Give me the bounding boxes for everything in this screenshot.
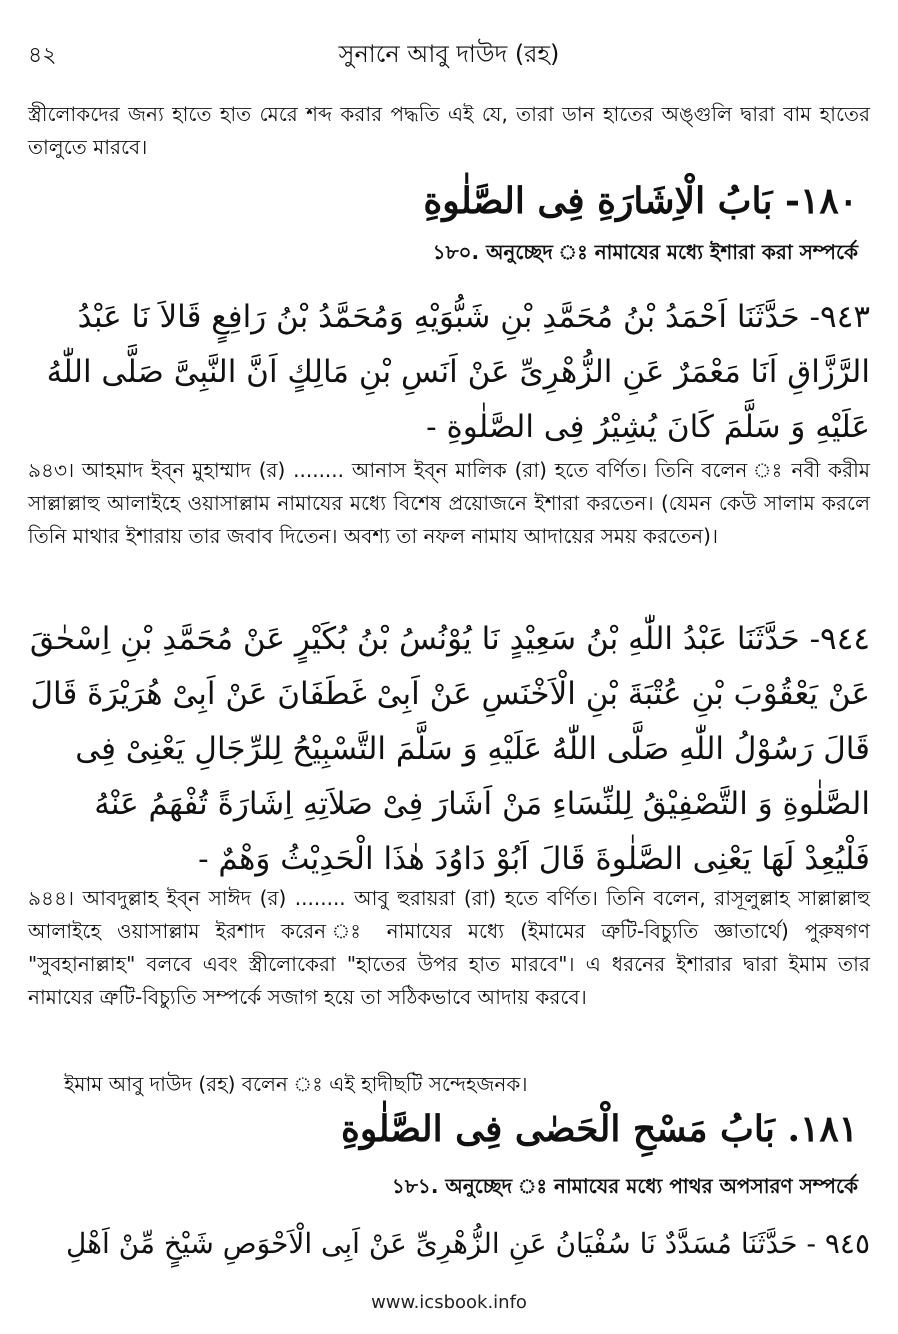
page-header <box>0 30 898 70</box>
book-title: সুনানে আবু দাউদ (রহ) <box>338 40 560 68</box>
page-number: ৪২ <box>28 43 57 68</box>
section-181-arabic-heading: ١٨١. بَابُ مَسْحِ الْحَصٰى فِى الصَّلٰوةِ <box>341 1108 858 1150</box>
hadith-944-arabic: ٩٤٤- حَدَّثَنَا عَبْدُ اللّٰهِ بْنُ سَعِيْدٍ نَا يُوْنُسُ بْنُ بُكَيْرٍ عَنْ مُحَمَّدِ بْنِ اِسْحٰقَ عَنْ يَعْقُوْبَ بْنِ عُتْبَةَ بْنِ الْاَخْنَسِ عَنْ اَبِىْ غَطَفَانَ عَنْ اَبِىْ هُرَيْرَةَ قَالَ قَالَ رَسُوْلُ اللّٰهِ صَلَّى اللّٰهُ عَلَيْهِ وَ سَلَّمَ التَّسْبِيْحُ لِلرِّجَالِ يَعْنِىْ فِى الصَّلٰوةِ وَ التَّصْفِيْقُ لِلنِّسَاءِ مَنْ اَشَارَ فِىْ صَلاَتِهِ اِشَارَةً تُفْهَمُ عَنْهُ فَلْيُعِدْ لَهَا يَعْنِى الصَّلٰوةَ قَالَ اَبُوْ دَاوُدَ هٰذَا الْحَدِيْثُ وَهْمٌ - <box>29 621 870 877</box>
footer-url: www.icsbook.info <box>371 1292 527 1313</box>
section-181-bengali-heading: ১৮১. অনুচ্ছেদ ঃ নামাযের মধ্যে পাথর অপসারণ সম্পর্কে <box>391 1174 858 1198</box>
hadith-943-arabic: ٩٤٣- حَدَّثَنَا اَحْمَدُ بْنُ مُحَمَّدِ بْنِ شَبُّوَيْهِ وَمُحَمَّدُ بْنُ رَافِعٍ قَالاَ نَا عَبْدُ الرَّزَّاقِ اَنَا مَعْمَرٌ عَنِ الزُّهْرِىِّ عَنْ اَنَسِ بْنِ مَالِكٍ اَنَّ النَّبِىَّ صَلَّى اللّٰهُ عَلَيْهِ وَ سَلَّمَ كَانَ يُشِيْرُ فِى الصَّلٰوةِ - <box>46 299 870 445</box>
section-180-arabic-heading: ١٨٠- بَابُ الْاِشَارَةِ فِى الصَّلٰوةِ <box>423 180 858 222</box>
section-180-bengali-heading: ১৮০. অনুচ্ছেদ ঃ নামাযের মধ্যে ইশারা করা সম্পর্কে <box>432 240 858 264</box>
hadith-945-arabic: ٩٤٥ - حَدَّثَنَا مُسَدَّدٌ نَا سُفْيَانُ عَنِ الزُّهْرِىِّ عَنْ اَبِى الْاَحْوَصِ شَيْخٍ مِّنْ اَهْلِ <box>66 1227 870 1260</box>
hadith-944-translation: ৯৪৪। আবদুল্লাহ ইব্‌ন সাঈদ (র) ........ আবু হুরায়রা (রা) হতে বর্ণিত। তিনি বলেন, রাসূলুল্লাহ সাল্লাল্লাহু আলাইহে ওয়াসাল্লাম ইরশাদ করেন ঃ নামাযের মধ্যে (ইমামের ত্রুটি-বিচ্যুতি জ্ঞাতার্থে) পুরুষগণ "সুবহানাল্লাহ" বলবে এবং স্ত্রীলোকেরা "হাতের উপর হাত মারবে"। এ ধরনের ইশারার দ্বারা ইমাম তার নামাযের ত্রুটি-বিচ্যুতি সম্পর্কে সজাগ হয়ে তা সঠিকভাবে আদায় করবে। <box>28 886 870 1009</box>
intro-paragraph: স্ত্রীলোকদের জন্য হাতে হাত মেরে শব্দ করার পদ্ধতি এই যে, তারা ডান হাতের অঙ্গুলি দ্বারা বাম হাতের তালুতে মারবে। <box>28 102 870 159</box>
hadith-943-translation: ৯৪৩। আহমাদ ইব্‌ন মুহাম্মাদ (র) ........ আনাস ইব্‌ন মালিক (রা) হতে বর্ণিত। তিনি বলেন ঃ নবী করীম সাল্লাল্লাহু আলাইহে ওয়াসাল্লাম নামাযের মধ্যে বিশেষ প্রয়োজনে ইশারা করতেন। (যেমন কেউ সালাম করলে তিনি মাথার ইশারায় তার জবাব দিতেন। অবশ্য তা নফল নামায আদায়ের সময় করতেন)। <box>28 458 870 548</box>
hadith-944-note: ইমাম আবু দাউদ (রহ) বলেন ঃ এই হাদীছটি সন্দেহজনক। <box>64 1072 528 1096</box>
